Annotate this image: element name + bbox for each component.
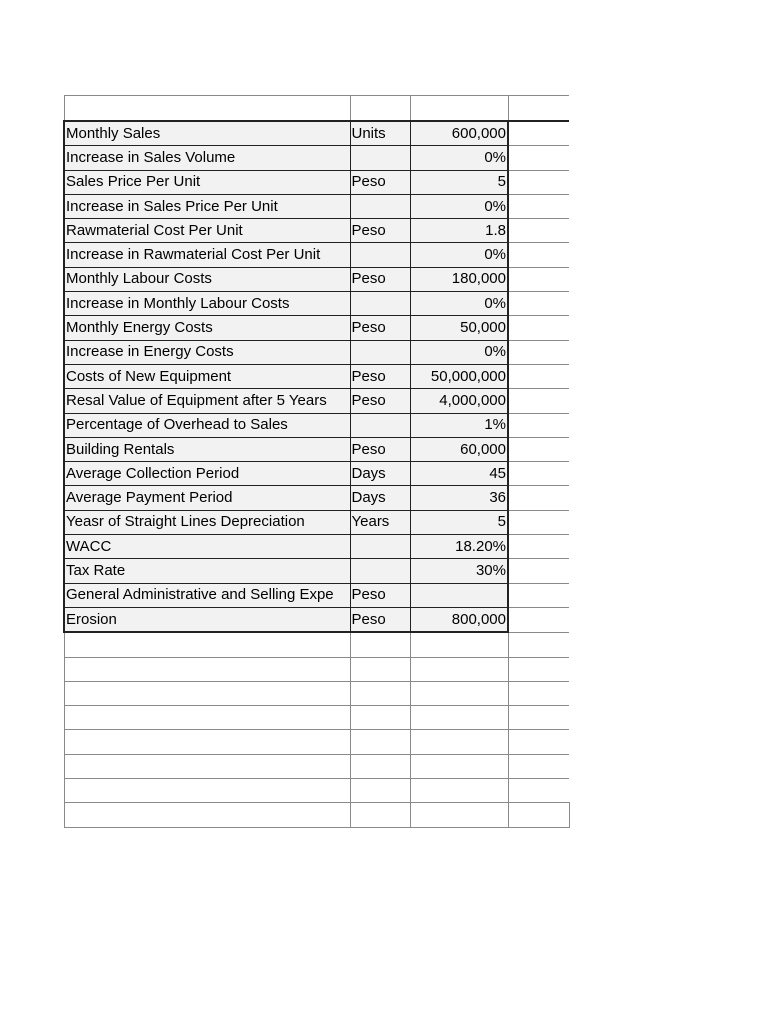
unit-cell[interactable]: Peso (350, 316, 410, 340)
unit-cell[interactable] (350, 243, 410, 267)
cell[interactable] (508, 121, 569, 146)
cell[interactable] (64, 657, 350, 681)
value-cell[interactable]: 30% (410, 559, 508, 583)
cell[interactable] (64, 681, 350, 705)
cell[interactable] (508, 583, 569, 607)
assumptions-table (63, 95, 570, 828)
label-cell[interactable]: Increase in Sales Volume (64, 146, 350, 170)
cell[interactable] (350, 730, 410, 754)
table-row (64, 170, 569, 194)
table-row (64, 754, 569, 778)
table-row (64, 316, 569, 340)
unit-cell[interactable] (350, 194, 410, 218)
cell[interactable] (508, 170, 569, 194)
cell[interactable] (508, 607, 569, 632)
table-row (64, 486, 569, 510)
cell[interactable] (410, 754, 508, 778)
cell[interactable] (508, 681, 569, 705)
value-cell[interactable]: 0% (410, 292, 508, 316)
cell[interactable] (508, 535, 569, 559)
unit-cell[interactable]: Peso (350, 437, 410, 461)
label-cell[interactable]: Increase in Sales Price Per Unit (64, 194, 350, 218)
cell[interactable] (64, 632, 350, 657)
unit-cell[interactable] (350, 413, 410, 437)
unit-cell[interactable]: Peso (350, 583, 410, 607)
cell[interactable] (508, 194, 569, 218)
table-row (64, 730, 569, 754)
table-row (64, 779, 569, 803)
value-cell[interactable]: 0% (410, 340, 508, 364)
table-row (64, 681, 569, 705)
value-cell[interactable]: 5 (410, 510, 508, 534)
table-row (64, 657, 569, 681)
cell[interactable] (410, 803, 508, 827)
label-cell[interactable]: Sales Price Per Unit (64, 170, 350, 194)
value-cell[interactable]: 0% (410, 146, 508, 170)
label-cell[interactable]: Building Rentals (64, 437, 350, 461)
cell[interactable] (350, 681, 410, 705)
unit-cell[interactable] (350, 340, 410, 364)
unit-cell[interactable]: Years (350, 510, 410, 534)
cell[interactable] (508, 267, 569, 291)
table-row (64, 243, 569, 267)
cell[interactable] (508, 340, 569, 364)
label-cell[interactable]: Increase in Monthly Labour Costs (64, 292, 350, 316)
label-cell[interactable]: General Administrative and Selling Expe (64, 583, 350, 607)
table-row (64, 413, 569, 437)
label-cell[interactable]: Average Payment Period (64, 486, 350, 510)
cell[interactable] (508, 559, 569, 583)
cell[interactable] (508, 437, 569, 461)
cell[interactable] (508, 510, 569, 534)
label-cell[interactable]: Rawmaterial Cost Per Unit (64, 219, 350, 243)
table-row (64, 364, 569, 388)
cell[interactable] (64, 779, 350, 803)
cell[interactable] (64, 706, 350, 730)
cell[interactable] (508, 316, 569, 340)
value-cell[interactable]: 600,000 (410, 121, 508, 146)
value-cell[interactable]: 0% (410, 194, 508, 218)
cell[interactable] (64, 730, 350, 754)
cell[interactable] (350, 803, 410, 827)
value-cell[interactable]: 1% (410, 413, 508, 437)
value-cell[interactable]: 800,000 (410, 607, 508, 632)
cell[interactable] (508, 657, 569, 681)
cell[interactable] (508, 730, 569, 754)
cell[interactable] (410, 657, 508, 681)
cell[interactable] (508, 754, 569, 778)
cell[interactable] (410, 706, 508, 730)
value-cell[interactable]: 180,000 (410, 267, 508, 291)
table-row (64, 194, 569, 218)
label-cell[interactable]: Increase in Rawmaterial Cost Per Unit (64, 243, 350, 267)
cell[interactable] (350, 754, 410, 778)
label-cell[interactable]: WACC (64, 535, 350, 559)
table-row (64, 219, 569, 243)
cell[interactable] (508, 462, 569, 486)
value-cell[interactable]: 4,000,000 (410, 389, 508, 413)
unit-cell[interactable]: Units (350, 121, 410, 146)
table-row (64, 146, 569, 170)
table-row (64, 121, 569, 146)
cell[interactable] (410, 96, 508, 122)
cell[interactable] (410, 779, 508, 803)
cell[interactable] (508, 146, 569, 170)
value-cell[interactable]: 5 (410, 170, 508, 194)
cell[interactable] (508, 219, 569, 243)
table-row (64, 583, 569, 607)
cell[interactable] (410, 681, 508, 705)
cell[interactable] (508, 706, 569, 730)
value-cell[interactable]: 36 (410, 486, 508, 510)
label-cell[interactable]: Monthly Sales (64, 121, 350, 146)
unit-cell[interactable]: Peso (350, 267, 410, 291)
table-row (64, 559, 569, 583)
label-cell[interactable]: Percentage of Overhead to Sales (64, 413, 350, 437)
label-cell[interactable]: Average Collection Period (64, 462, 350, 486)
value-cell[interactable] (410, 583, 508, 607)
cell[interactable] (508, 243, 569, 267)
label-cell[interactable]: Monthly Labour Costs (64, 267, 350, 291)
table-row (64, 462, 569, 486)
label-cell[interactable]: Monthly Energy Costs (64, 316, 350, 340)
cell[interactable] (508, 292, 569, 316)
label-cell[interactable]: Increase in Energy Costs (64, 340, 350, 364)
cell[interactable] (64, 754, 350, 778)
table-row (64, 292, 569, 316)
value-cell[interactable]: 60,000 (410, 437, 508, 461)
value-cell[interactable]: 50,000,000 (410, 364, 508, 388)
table-row (64, 96, 569, 122)
label-cell[interactable]: Costs of New Equipment (64, 364, 350, 388)
value-cell[interactable]: 0% (410, 243, 508, 267)
unit-cell[interactable]: Peso (350, 364, 410, 388)
unit-cell[interactable]: Peso (350, 389, 410, 413)
cell[interactable] (350, 706, 410, 730)
table-row (64, 510, 569, 534)
table-row (64, 437, 569, 461)
cell[interactable] (508, 803, 569, 827)
cell[interactable] (350, 779, 410, 803)
value-cell[interactable]: 45 (410, 462, 508, 486)
value-cell[interactable]: 50,000 (410, 316, 508, 340)
value-cell[interactable]: 18.20% (410, 535, 508, 559)
cell[interactable] (350, 657, 410, 681)
unit-cell[interactable]: Peso (350, 607, 410, 632)
unit-cell[interactable] (350, 292, 410, 316)
unit-cell[interactable] (350, 146, 410, 170)
label-cell[interactable]: Yeasr of Straight Lines Depreciation (64, 510, 350, 534)
value-cell[interactable]: 1.8 (410, 219, 508, 243)
table-row (64, 535, 569, 559)
cell[interactable] (508, 779, 569, 803)
label-cell[interactable]: Erosion (64, 607, 350, 632)
table-row (64, 389, 569, 413)
table-row (64, 267, 569, 291)
unit-cell[interactable] (350, 559, 410, 583)
cell[interactable] (64, 803, 350, 827)
label-cell[interactable]: Resal Value of Equipment after 5 Years (64, 389, 350, 413)
unit-cell[interactable]: Days (350, 462, 410, 486)
label-cell[interactable]: Tax Rate (64, 559, 350, 583)
unit-cell[interactable]: Peso (350, 219, 410, 243)
unit-cell[interactable]: Peso (350, 170, 410, 194)
cell[interactable] (508, 413, 569, 437)
table-row (64, 340, 569, 364)
cell[interactable] (350, 632, 410, 657)
unit-cell[interactable]: Days (350, 486, 410, 510)
cell[interactable] (350, 96, 410, 122)
table-row (64, 632, 569, 657)
table-row (64, 803, 569, 827)
unit-cell[interactable] (350, 535, 410, 559)
cell[interactable] (410, 730, 508, 754)
cell[interactable] (410, 632, 508, 657)
cell[interactable] (64, 96, 350, 122)
cell[interactable] (508, 486, 569, 510)
cell[interactable] (508, 632, 569, 657)
cell[interactable] (508, 96, 569, 122)
cell[interactable] (508, 389, 569, 413)
cell[interactable] (508, 364, 569, 388)
table-row (64, 607, 569, 632)
spreadsheet (63, 95, 568, 828)
table-row (64, 706, 569, 730)
